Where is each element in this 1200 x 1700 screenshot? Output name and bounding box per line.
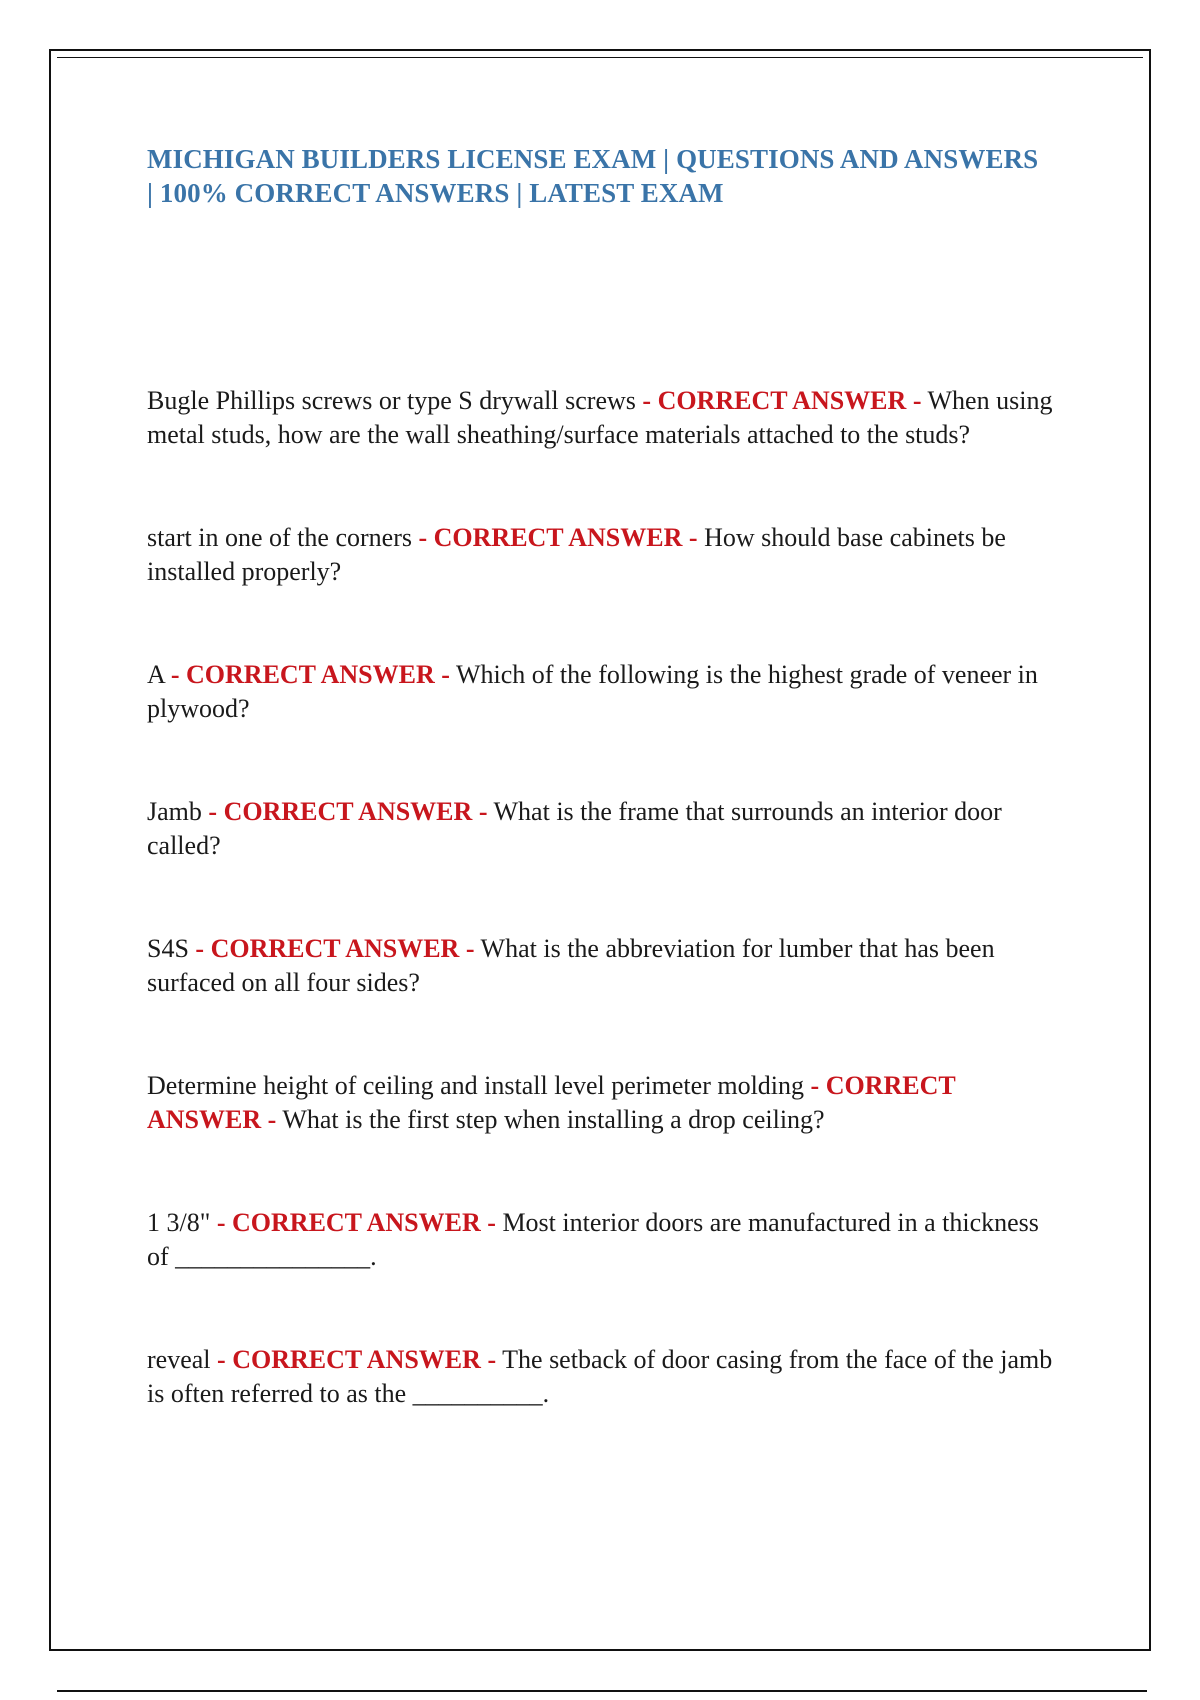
- qa-question: Most interior doors are manufactured in a thickness of _______________.: [147, 1208, 1039, 1271]
- qa-item: [147, 795, 1057, 863]
- qa-item: [147, 1069, 1057, 1137]
- qa-answer: S4S: [147, 934, 189, 963]
- qa-separator: -: [810, 1071, 820, 1100]
- correct-answer-label: CORRECT ANSWER: [186, 660, 435, 689]
- qa-item: [147, 1206, 1057, 1274]
- qa-answer: A: [147, 660, 165, 689]
- qa-question: When using metal studs, how are the wall sheathing/surface materials attached to the studs?: [147, 386, 1053, 449]
- qa-separator: -: [642, 386, 652, 415]
- qa-answer: Jamb: [147, 797, 202, 826]
- qa-question: What is the first step when installing a drop ceiling?: [282, 1105, 825, 1134]
- qa-answer: Determine height of ceiling and install level perimeter molding: [147, 1071, 805, 1100]
- qa-list: [147, 384, 1057, 1411]
- qa-separator: -: [487, 1345, 497, 1374]
- qa-separator: -: [441, 660, 450, 689]
- qa-separator: -: [267, 1105, 277, 1134]
- qa-separator: -: [195, 934, 205, 963]
- qa-item: [147, 658, 1057, 726]
- correct-answer-label: CORRECT ANSWER: [147, 1071, 956, 1134]
- qa-separator: -: [418, 523, 428, 552]
- qa-separator: -: [912, 386, 922, 415]
- correct-answer-label: CORRECT ANSWER: [657, 386, 907, 415]
- qa-separator: -: [478, 797, 488, 826]
- qa-answer: start in one of the corners: [147, 523, 412, 552]
- footer-rule: [57, 1690, 1147, 1692]
- correct-answer-label: CORRECT ANSWER: [232, 1208, 481, 1237]
- qa-question: Which of the following is the highest grade of veneer in plywood?: [147, 660, 1038, 723]
- qa-separator: -: [208, 797, 218, 826]
- qa-item: [147, 1343, 1057, 1411]
- qa-question: What is the abbreviation for lumber that has been surfaced on all four sides?: [147, 934, 995, 997]
- qa-question: How should base cabinets be installed properly?: [147, 523, 1006, 586]
- qa-item: [147, 932, 1057, 1000]
- qa-answer: Bugle Phillips screws or type S drywall screws: [147, 386, 636, 415]
- qa-separator: -: [465, 934, 475, 963]
- qa-item: [147, 384, 1057, 452]
- qa-answer: reveal: [147, 1345, 211, 1374]
- correct-answer-label: CORRECT ANSWER: [433, 523, 683, 552]
- qa-separator: -: [170, 660, 180, 689]
- correct-answer-label: CORRECT ANSWER: [232, 1345, 481, 1374]
- qa-item: [147, 521, 1057, 589]
- qa-separator: -: [216, 1208, 226, 1237]
- qa-separator: -: [688, 523, 698, 552]
- document-title: MICHIGAN BUILDERS LICENSE EXAM | QUESTIONS AND ANSWERS | 100% CORRECT ANSWERS | LATEST EXAM: [147, 144, 1039, 208]
- qa-question: The setback of door casing from the face of the jamb is often referred to as the __________.: [147, 1345, 1053, 1408]
- correct-answer-label: CORRECT ANSWER: [210, 934, 460, 963]
- correct-answer-label: CORRECT ANSWER: [223, 797, 473, 826]
- page-top-rule: [57, 57, 1143, 58]
- qa-question: What is the frame that surrounds an interior door called?: [147, 797, 1002, 860]
- qa-separator: -: [217, 1345, 226, 1374]
- qa-separator: -: [487, 1208, 496, 1237]
- qa-answer: 1 3/8": [147, 1208, 211, 1237]
